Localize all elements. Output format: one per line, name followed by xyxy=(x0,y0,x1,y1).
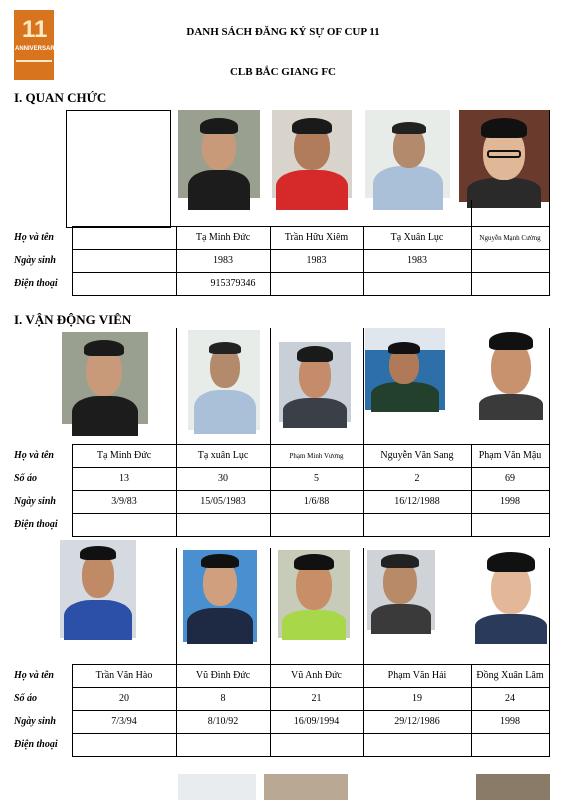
label-phone: Điện thoại xyxy=(14,519,58,530)
cutoff-photo xyxy=(178,774,256,800)
athlete-birth: 16/12/1988 xyxy=(394,496,440,507)
athlete-photo-4 xyxy=(365,328,445,410)
athlete-photo-10 xyxy=(473,548,549,640)
athlete-photo-5 xyxy=(475,328,547,416)
athlete-birth: 7/3/94 xyxy=(111,716,137,727)
table-line xyxy=(72,444,550,445)
label-phone: Điện thoại xyxy=(14,739,58,750)
logo-underline xyxy=(16,60,52,62)
label-number: Số áo xyxy=(14,693,38,704)
athlete-birth: 8/10/92 xyxy=(207,716,239,727)
athlete-name: Đồng Xuân Lâm xyxy=(476,670,544,681)
athlete-number: 2 xyxy=(414,473,420,484)
table-line xyxy=(72,536,550,537)
athlete-number: 30 xyxy=(218,473,228,484)
athlete-photo-6 xyxy=(60,540,136,638)
table-line xyxy=(72,272,550,273)
athletes-section-title: I. VẬN ĐỘNG VIÊN xyxy=(14,312,132,327)
frame-line xyxy=(549,328,550,446)
athlete-number: 69 xyxy=(505,473,515,484)
label-birth: Ngày sinh xyxy=(14,255,56,266)
official-name: Trần Hữu Xiêm xyxy=(284,232,349,243)
official-birth: 1983 xyxy=(306,255,327,266)
athlete-number: 5 xyxy=(314,473,319,484)
frame-line xyxy=(471,200,472,226)
table-line xyxy=(72,295,550,296)
athlete-birth: 29/12/1986 xyxy=(394,716,440,727)
table-line xyxy=(72,226,550,227)
athlete-name: Phạm Văn Mậu xyxy=(478,450,542,461)
athlete-number: 24 xyxy=(505,693,515,704)
table-line xyxy=(72,467,550,468)
athlete-birth: 1998 xyxy=(500,496,520,507)
official-photo-4 xyxy=(459,110,549,202)
cutoff-photo xyxy=(476,774,550,800)
official-photo-2 xyxy=(272,110,352,198)
frame-line xyxy=(549,110,550,226)
empty-photo-frame xyxy=(66,110,171,228)
frame-line xyxy=(176,548,177,666)
table-line xyxy=(72,733,550,734)
official-name: Tạ Xuân Lục xyxy=(390,232,444,243)
table-line xyxy=(72,710,550,711)
club-name: CLB BẮC GIANG FC xyxy=(229,66,337,78)
athlete-number: 21 xyxy=(311,693,322,704)
athlete-name: Vũ Đình Đức xyxy=(195,670,251,681)
athlete-name: Trần Văn Hào xyxy=(95,670,153,681)
athlete-photo-2 xyxy=(188,330,260,430)
athlete-number: 20 xyxy=(119,693,129,704)
label-birth: Ngày sinh xyxy=(14,716,56,727)
logo-number: 11 xyxy=(22,16,48,43)
table-line xyxy=(549,664,550,757)
frame-line xyxy=(363,548,364,666)
table-line xyxy=(549,226,550,296)
athlete-photo-8 xyxy=(278,550,350,638)
athlete-birth: 3/9/83 xyxy=(111,496,137,507)
logo-text: ANNIVERSARY xyxy=(15,46,59,52)
official-photo-1 xyxy=(178,110,260,198)
athlete-photo-3 xyxy=(279,342,351,422)
table-line xyxy=(72,687,550,688)
label-birth: Ngày sinh xyxy=(14,496,56,507)
athlete-name: Tạ xuân Lục xyxy=(197,450,249,461)
table-line xyxy=(72,226,73,296)
frame-line xyxy=(270,328,271,446)
frame-line xyxy=(363,328,364,446)
athlete-photo-7 xyxy=(183,550,257,642)
athlete-photo-1 xyxy=(62,332,148,424)
official-phone: 915379346 xyxy=(210,278,256,289)
label-name: Họ và tên xyxy=(14,450,54,461)
label-name: Họ và tên xyxy=(14,670,54,681)
official-birth: 1983 xyxy=(213,255,233,266)
label-name: Họ và tên xyxy=(14,232,54,243)
table-line xyxy=(72,249,550,250)
table-line xyxy=(72,513,550,514)
athlete-name: Phạm Minh Vương xyxy=(289,452,344,460)
table-line xyxy=(72,490,550,491)
athlete-name: Tạ Minh Đức xyxy=(96,450,152,461)
official-name: Nguyễn Mạnh Cường xyxy=(479,234,541,242)
athlete-photo-9 xyxy=(367,550,435,630)
label-number: Số áo xyxy=(14,473,38,484)
table-line xyxy=(72,756,550,757)
officials-section-title: I. QUAN CHỨC xyxy=(14,90,107,105)
frame-line xyxy=(270,548,271,666)
official-name: Tạ Minh Đức xyxy=(195,232,251,243)
page-title: DANH SÁCH ĐĂNG KÝ SỰ OF CUP 11 xyxy=(186,26,380,38)
athlete-birth: 1998 xyxy=(500,716,520,727)
athlete-name: Vũ Anh Đức xyxy=(291,670,342,681)
athlete-birth: 1/6/88 xyxy=(303,496,330,507)
official-birth: 1983 xyxy=(407,255,427,266)
frame-line xyxy=(549,548,550,666)
cutoff-photo xyxy=(264,774,348,800)
athlete-number: 8 xyxy=(220,693,226,704)
table-line xyxy=(549,444,550,537)
athlete-number: 13 xyxy=(119,473,129,484)
athlete-birth: 15/05/1983 xyxy=(200,496,246,507)
athlete-birth: 16/09/1994 xyxy=(293,716,340,727)
athlete-name: Phạm Văn Hải xyxy=(387,670,447,681)
label-phone: Điện thoại xyxy=(14,278,58,289)
official-photo-3 xyxy=(365,110,450,198)
frame-line xyxy=(176,328,177,446)
table-line xyxy=(72,664,550,665)
athlete-number: 19 xyxy=(412,693,422,704)
athlete-name: Nguyễn Văn Sang xyxy=(380,450,454,461)
